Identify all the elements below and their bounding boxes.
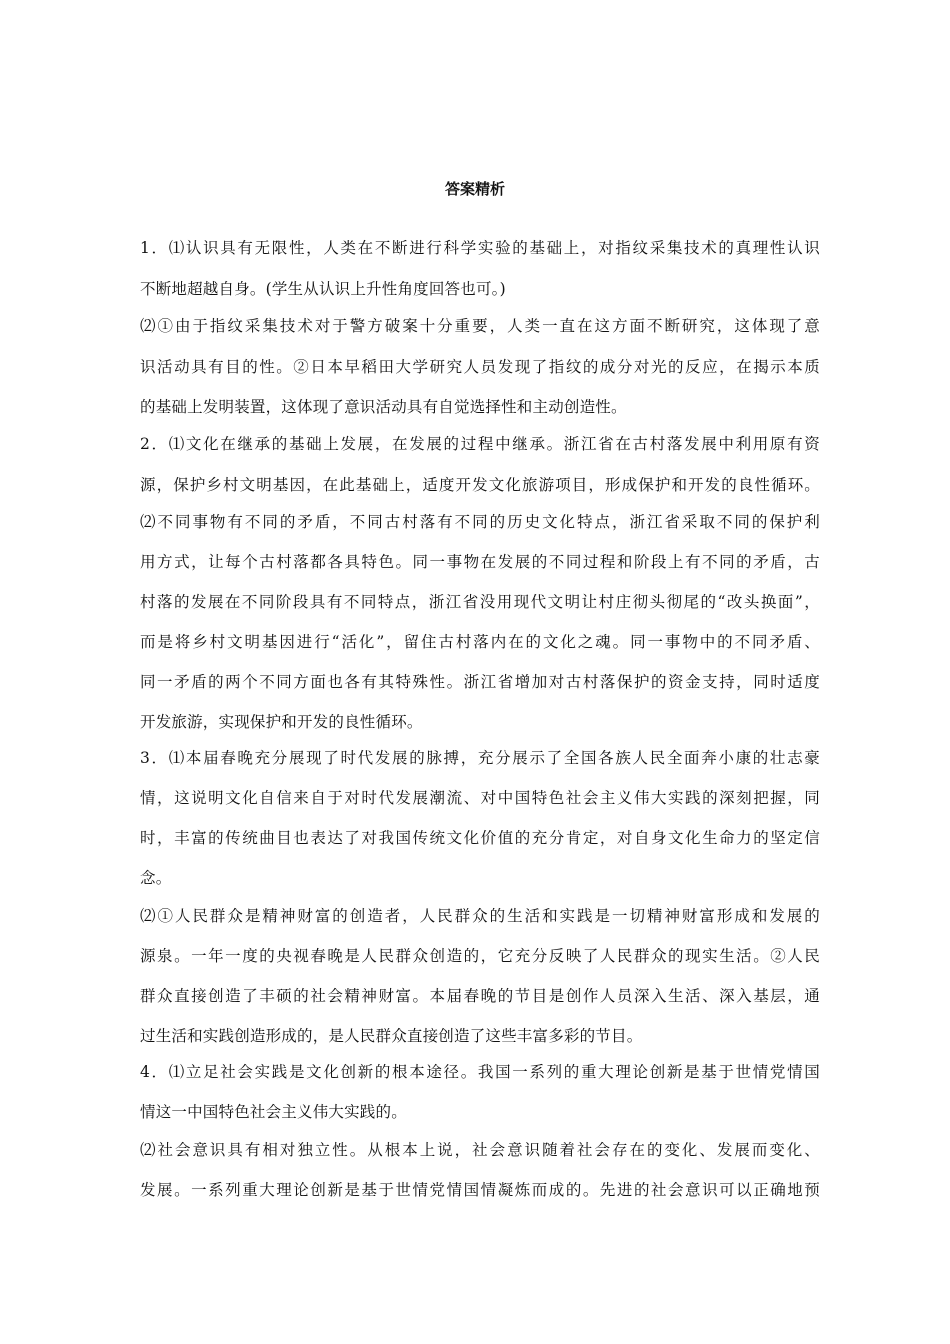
text-line: 的基础上发明装置，这体现了意识活动具有自觉选择性和主动创造性。 (140, 398, 627, 416)
text-line: 而是将乡村文明基因进行“活化”，留住古村落内在的文化之魂。同一事物中的不同矛盾、 (140, 633, 820, 651)
text-line: 发展。一系列重大理论创新是基于世情党情国情凝炼而成的。先进的社会意识可以正确地预 (140, 1181, 820, 1199)
text-line: ⑵社会意识具有相对独立性。从根本上说，社会意识随着社会存在的变化、发展而变化、 (140, 1141, 820, 1159)
text-line: 源泉。一年一度的央视春晚是人民群众创造的，它充分反映了人民群众的现实生活。②人民 (140, 947, 820, 965)
text-line: 3．⑴本届春晚充分展现了时代发展的脉搏，充分展示了全国各族人民全面奔小康的壮志豪 (140, 749, 820, 767)
text-line: 1．⑴认识具有无限性，人类在不断进行科学实验的基础上，对指纹采集技术的真理性认识 (140, 239, 820, 257)
text-line: 村落的发展在不同阶段具有不同特点，浙江省没用现代文明让村庄彻头彻尾的“改头换面”， (140, 593, 820, 611)
text-line: 2．⑴文化在继承的基础上发展，在发展的过程中继承。浙江省在古村落发展中利用原有资 (140, 435, 820, 453)
text-line: 时，丰富的传统曲目也表达了对我国传统文化价值的充分肯定，对自身文化生命力的坚定信 (140, 829, 820, 847)
text-line: 识活动具有目的性。②日本早稻田大学研究人员发现了指纹的成分对光的反应，在揭示本质 (140, 358, 820, 376)
text-line: 同一矛盾的两个不同方面也各有其特殊性。浙江省增加对古村落保护的资金支持，同时适度 (140, 673, 820, 691)
text-line: ⑵①人民群众是精神财富的创造者，人民群众的生活和实践是一切精神财富形成和发展的 (140, 907, 820, 925)
text-line: 4．⑴立足社会实践是文化创新的根本途径。我国一系列的重大理论创新是基于世情党情国 (140, 1063, 820, 1081)
text-line: 源，保护乡村文明基因，在此基础上，适度开发文化旅游项目，形成保护和开发的良性循环。 (140, 476, 820, 494)
text-line: 群众直接创造了丰硕的社会精神财富。本届春晚的节目是创作人员深入生活、深入基层，通 (140, 987, 820, 1005)
text-line: ⑵①由于指纹采集技术对于警方破案十分重要，人类一直在这方面不断研究，这体现了意 (140, 317, 820, 335)
text-line: 开发旅游，实现保护和开发的良性循环。 (140, 713, 423, 731)
text-line: 用方式，让每个古村落都各具特色。同一事物在发展的不同过程和阶段上有不同的矛盾，古 (140, 553, 820, 571)
text-line: ⑵不同事物有不同的矛盾，不同古村落有不同的历史文化特点，浙江省采取不同的保护利 (140, 513, 820, 531)
text-line: 情这一中国特色社会主义伟大实践的。 (140, 1103, 407, 1121)
text-line: 情，这说明文化自信来自于对时代发展潮流、对中国特色社会主义伟大实践的深刻把握，同 (140, 789, 820, 807)
text-line: 念。 (140, 869, 172, 887)
text-line: 过生活和实践创造形成的，是人民群众直接创造了这些丰富多彩的节目。 (140, 1027, 643, 1045)
page-title: 答案精析 (444, 180, 505, 198)
text-line: 不断地超越自身。(学生从认识上升性角度回答也可。) (140, 280, 506, 298)
